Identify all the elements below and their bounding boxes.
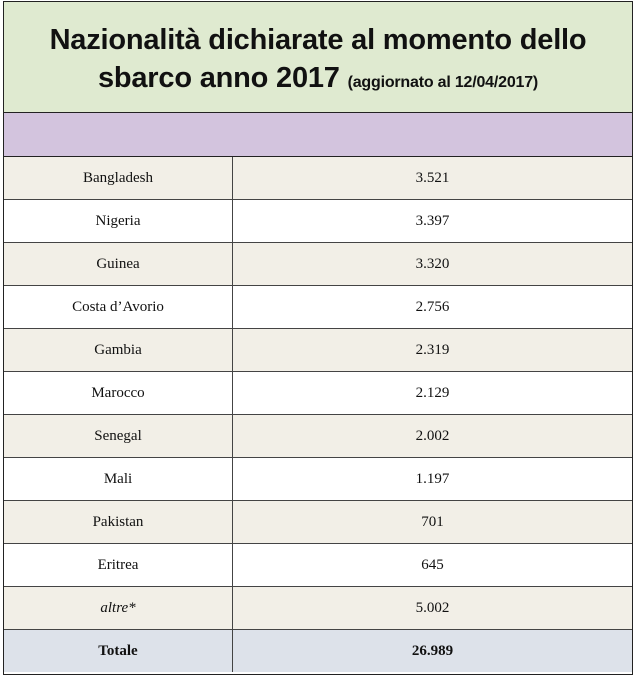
update-note: (aggiornato al 12/04/2017) — [347, 74, 539, 91]
value-cell: 3.397 — [233, 200, 633, 243]
table-row — [4, 286, 632, 329]
country-cell: Nigeria — [4, 200, 233, 243]
value-cell: 645 — [233, 544, 633, 587]
country-cell: Senegal — [4, 415, 233, 458]
value-cell: 3.521 — [233, 157, 633, 200]
table-row — [4, 501, 632, 544]
country-cell: Gambia — [4, 329, 233, 372]
country-cell: Eritrea — [4, 544, 233, 587]
country-cell: Mali — [4, 458, 233, 501]
header-band — [4, 113, 632, 157]
table-row — [4, 372, 632, 415]
total-row — [4, 630, 632, 673]
table-row — [4, 544, 632, 587]
value-cell: 2.129 — [233, 372, 633, 415]
data-table — [4, 157, 632, 672]
table-row — [4, 458, 632, 501]
country-cell: Marocco — [4, 372, 233, 415]
value-cell: 2.756 — [233, 286, 633, 329]
page-title-line2 — [4, 62, 632, 95]
table-frame — [3, 1, 633, 675]
country-cell: altre* — [4, 587, 233, 630]
total-value: 26.989 — [233, 630, 633, 673]
table-row — [4, 587, 632, 630]
value-cell: 2.319 — [233, 329, 633, 372]
value-cell: 3.320 — [233, 243, 633, 286]
country-cell: Guinea — [4, 243, 233, 286]
page-title: Nazionalità dichiarate al momento dello — [49, 24, 587, 56]
table-row — [4, 243, 632, 286]
country-cell: Bangladesh — [4, 157, 233, 200]
table-row — [4, 415, 632, 458]
table-row — [4, 200, 632, 243]
title-box — [4, 2, 632, 113]
table-row — [4, 329, 632, 372]
table-body — [4, 157, 632, 672]
value-cell: 701 — [233, 501, 633, 544]
value-cell: 1.197 — [233, 458, 633, 501]
value-cell: 2.002 — [233, 415, 633, 458]
value-cell: 5.002 — [233, 587, 633, 630]
country-cell: Pakistan — [4, 501, 233, 544]
country-cell: Costa d’Avorio — [4, 286, 233, 329]
table-row — [4, 157, 632, 200]
page-title-year: sbarco anno 2017 — [97, 62, 340, 94]
total-label: Totale — [4, 630, 233, 673]
